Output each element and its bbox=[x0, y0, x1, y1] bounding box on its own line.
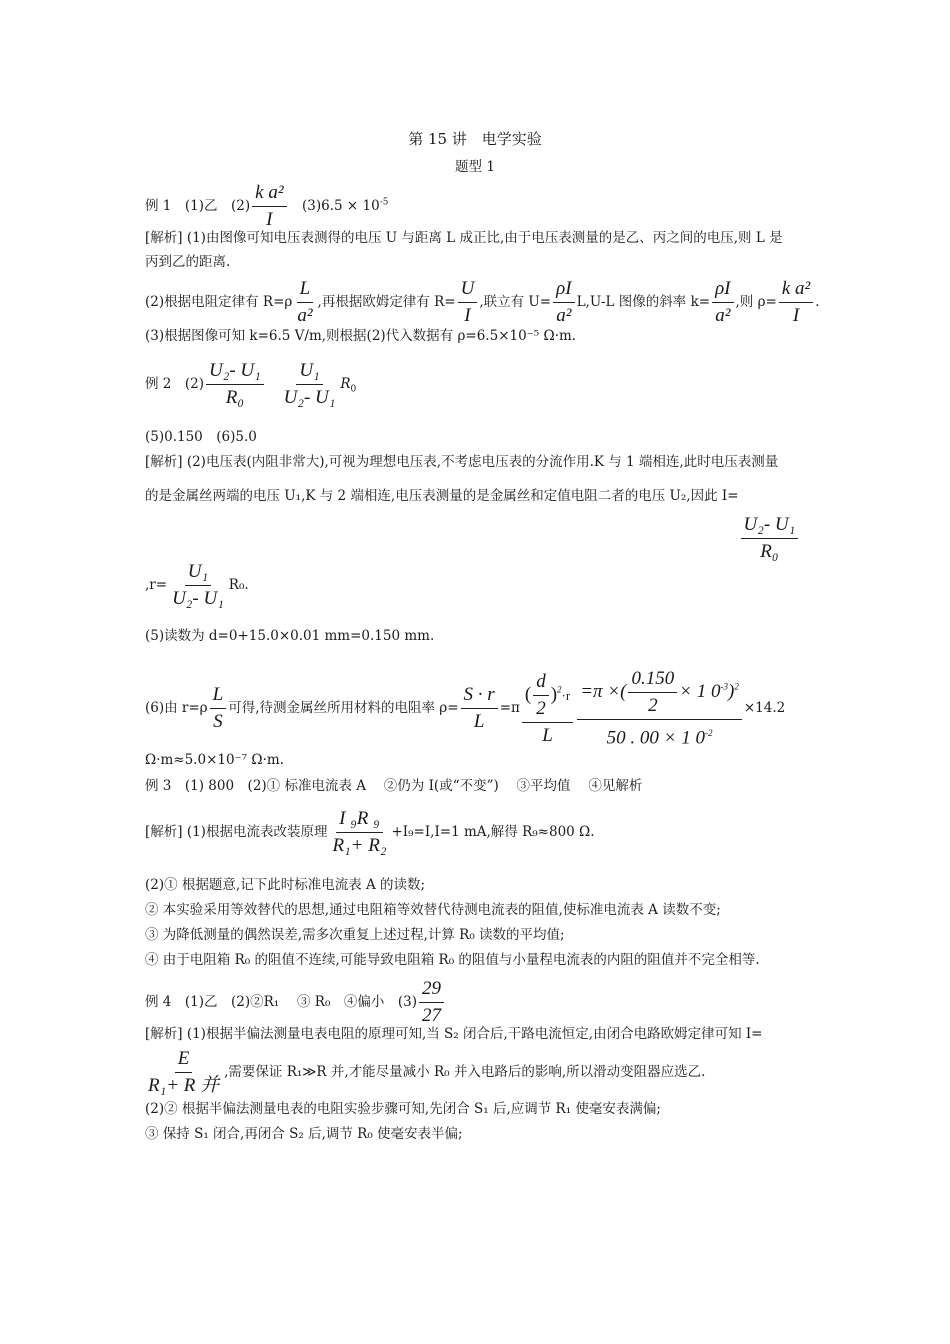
ex1-answer bbox=[145, 182, 388, 231]
ex2-analysis-2 bbox=[145, 487, 800, 563]
ex2-analysis-1: [解析] (2)电压表(内阻非常大),可视为理想电压表,不考虑电压表的分流作用.K 与 1 端相连,此时电压表测量 bbox=[145, 454, 779, 470]
frac-num: ρI bbox=[712, 278, 733, 303]
text: 可得,待测金属丝所用材料的电阻率 ρ= bbox=[228, 700, 459, 717]
frac-num: 0.150 bbox=[628, 668, 677, 693]
frac-num: =π ×( $\frac{0.150}{2}$ × 1 $0^{-3})^2$ bbox=[577, 668, 742, 720]
ex3-analysis-1 bbox=[145, 808, 595, 857]
fraction-U-over-I bbox=[458, 278, 478, 327]
fraction-d-over-2 bbox=[533, 671, 549, 720]
ex2-ans56: (5)0.150 (6)5.0 bbox=[145, 429, 257, 445]
fraction-rhoI-over-a2 bbox=[553, 278, 574, 327]
frac-num: S · r bbox=[461, 684, 498, 709]
ex1-label: 例 1 (1)乙 (2) bbox=[145, 198, 251, 214]
text: . bbox=[815, 294, 820, 310]
frac-num: U bbox=[458, 278, 478, 303]
ex1-analysis-1b: 丙到乙的距离. bbox=[145, 254, 231, 270]
frac-num: k a² bbox=[779, 278, 813, 303]
exp: -2 bbox=[704, 728, 713, 738]
ex2-analysis-6 bbox=[145, 668, 785, 749]
ex1-analysis-2 bbox=[145, 278, 820, 327]
fraction-u2u1-over-r0 bbox=[206, 360, 264, 409]
frac-den: I bbox=[792, 305, 800, 326]
ex2-analysis-3 bbox=[145, 561, 249, 610]
text: 50 . 00 × 1 0 bbox=[606, 727, 705, 749]
ex4-step-2: (2)② 根据半偏法测量电表的电阻实验步骤可知,先闭合 S₁ 后,应调节 R₁ 使毫安表满偏; bbox=[145, 1101, 661, 1117]
fraction-u1-over-u2u1 bbox=[281, 360, 339, 409]
text: L,U-L 图像的斜率 k= bbox=[576, 294, 711, 310]
fraction-L-over-a2 bbox=[294, 278, 315, 327]
frac-num: U₂- U₁ bbox=[741, 514, 799, 539]
frac-num: E bbox=[175, 1048, 193, 1073]
ex2-answer: 例 2 (2) $\frac{\text{U₂- U₁}}{\text{R₀}}$ $\frac{\text{U₁}}{\text{U₂- U₁}}$ $R_0$ bbox=[145, 360, 357, 408]
ex3-step-2: ② 本实验采用等效替代的思想,通过电阻箱等效替代待测电流表的阻值,使标准电流表 A 读数不变; bbox=[145, 902, 721, 918]
frac-den: U₂- U₁ bbox=[172, 588, 224, 609]
fraction-L-over-S bbox=[210, 684, 227, 733]
frac-num: L bbox=[297, 278, 314, 303]
text: ,再根据欧姆定律有 R= bbox=[317, 294, 456, 310]
text: ,则 ρ= bbox=[735, 294, 777, 310]
ex2-analysis-5: (5)读数为 d=0+15.0×0.01 mm=0.150 mm. bbox=[145, 628, 435, 644]
frac-num: U₁ bbox=[185, 561, 211, 586]
text: (2)根据电阻定律有 R=ρ bbox=[145, 294, 293, 310]
fraction-E-over-R1Rb bbox=[145, 1048, 222, 1097]
fraction-I bbox=[741, 514, 799, 563]
exp: -3 bbox=[720, 681, 729, 692]
fraction-ka2-over-I-b bbox=[779, 278, 813, 327]
r0-symbol: R bbox=[340, 376, 351, 392]
ex4-analysis-2 bbox=[145, 1048, 705, 1097]
frac-num: d bbox=[533, 671, 549, 696]
ex1-ans3: (3)6.5 × 10 bbox=[288, 198, 380, 214]
ex3-step-4: ④ 由于电阻箱 R₀ 的阻值不连续,可能导致电阻箱 R₀ 的阻值与小量程电流表的内阻的阻值并不完全相等. bbox=[145, 952, 760, 968]
frac-den: a² bbox=[556, 305, 572, 326]
text: [解析] (1)根据电流表改装原理 bbox=[145, 824, 328, 840]
ex3-answer: 例 3 (1) 800 (2)① 标准电流表 A ②仍为 I(或“不变”) ③平均值 ④见解析 bbox=[145, 778, 643, 794]
fraction-ka2-over-I bbox=[252, 182, 286, 231]
frac-den bbox=[604, 720, 716, 749]
frac-num: L bbox=[210, 684, 227, 709]
text: ,r= bbox=[145, 577, 168, 593]
ex4-analysis-1: [解析] (1)根据半偏法测量电表电阻的原理可知,当 S₂ 闭合后,干路电流恒定,由闭合电路欧姆定律可知 I= bbox=[145, 1026, 763, 1042]
frac-den: U₂- U₁ bbox=[283, 387, 336, 408]
text: 的是金属丝两端的电压 U₁,K 与 2 端相连,电压表测量的是金属丝和定值电阻二者的电压 U₂,因此 I= bbox=[145, 488, 739, 504]
text: ,需要保证 R₁≫R 并,才能尽量减小 R₀ 并入电路后的影响,所以滑动变阻器应选乙. bbox=[224, 1064, 706, 1080]
frac-den: a² bbox=[715, 305, 731, 326]
frac-num: 29 bbox=[419, 978, 444, 1003]
ex4-step-3: ③ 保持 S₁ 闭合,再闭合 S₂ 后,调节 R₀ 使毫安表半偏; bbox=[145, 1126, 463, 1142]
fraction-numeric bbox=[577, 668, 742, 749]
text: =π bbox=[499, 700, 520, 717]
text: = bbox=[580, 680, 594, 702]
frac-den: 2 bbox=[536, 697, 546, 719]
frac-num: ρI bbox=[553, 278, 574, 303]
frac-den: I bbox=[266, 209, 273, 230]
text: (6)由 r=ρ bbox=[145, 700, 208, 717]
fraction-pi-d2-over-L bbox=[522, 671, 573, 747]
fraction-IgRg-over-R1R2 bbox=[329, 808, 389, 857]
fraction-29-over-27 bbox=[419, 978, 444, 1027]
frac-den: R₀ bbox=[225, 387, 244, 408]
frac-num: k a² bbox=[252, 182, 286, 207]
text: ×14.2 bbox=[743, 700, 786, 717]
frac-den: 27 bbox=[421, 1005, 441, 1026]
ex3-step-1: (2)① 根据题意,记下此时标准电流表 A 的读数; bbox=[145, 877, 426, 893]
ex1-analysis-1a: [解析] (1)由图像可知电压表测得的电压 U 与距离 L 成正比,由于电压表测量的是乙、丙之间的电压,则 L 是 bbox=[145, 230, 783, 246]
page-subtitle: 题型 1 bbox=[455, 159, 495, 175]
ex4-answer bbox=[145, 978, 446, 1027]
fraction-rhoI-over-a2-b bbox=[712, 278, 733, 327]
text: +I₉=I,I=1 mA,解得 R₉≈800 Ω. bbox=[391, 824, 595, 840]
frac-num: U₂- U₁ bbox=[206, 360, 264, 385]
frac-den: S bbox=[213, 711, 223, 733]
fraction-0150-over-2 bbox=[628, 668, 677, 717]
text: R₀. bbox=[228, 577, 249, 593]
ex1-exp: -5 bbox=[379, 197, 389, 208]
text: × 1 0 bbox=[679, 680, 721, 702]
frac-den: L bbox=[473, 711, 485, 733]
frac-den: R₁+ R 并 bbox=[148, 1075, 220, 1096]
text: ,联立有 U= bbox=[479, 294, 552, 310]
frac-den: L bbox=[542, 724, 553, 746]
page-title: 第 15 讲 电学实验 bbox=[408, 130, 542, 148]
frac-num: I ₉R ₉ bbox=[336, 808, 383, 833]
frac-den: a² bbox=[297, 305, 313, 326]
fraction-r bbox=[169, 561, 227, 610]
ex2-label: 例 2 (2) bbox=[145, 376, 205, 392]
ex2-analysis-6-unit: Ω·m≈5.0×10⁻⁷ Ω·m. bbox=[145, 752, 284, 768]
frac-den: R₀ bbox=[760, 541, 779, 562]
frac-den: I bbox=[464, 305, 471, 326]
ex3-step-3: ③ 为降低测量的偶然误差,需多次重复上述过程,计算 R₀ 读数的平均值; bbox=[145, 927, 565, 943]
ex4-label: 例 4 (1)乙 (2)②R₁ ③ R₀ ④偏小 (3) bbox=[145, 994, 417, 1010]
frac-den: R₁+ R₂ bbox=[332, 835, 387, 856]
frac-num: ( $\frac{d}{2}$ )$^2$·r bbox=[522, 671, 573, 723]
ex1-analysis-3: (3)根据图像可知 k=6.5 V/m,则根据(2)代入数据有 ρ=6.5×10⁻⁵ Ω·m. bbox=[145, 328, 577, 344]
text: ·r bbox=[561, 687, 571, 703]
fraction-Sr-over-L bbox=[461, 684, 498, 733]
frac-den: 2 bbox=[648, 695, 658, 716]
frac-num: U₁ bbox=[296, 360, 322, 385]
